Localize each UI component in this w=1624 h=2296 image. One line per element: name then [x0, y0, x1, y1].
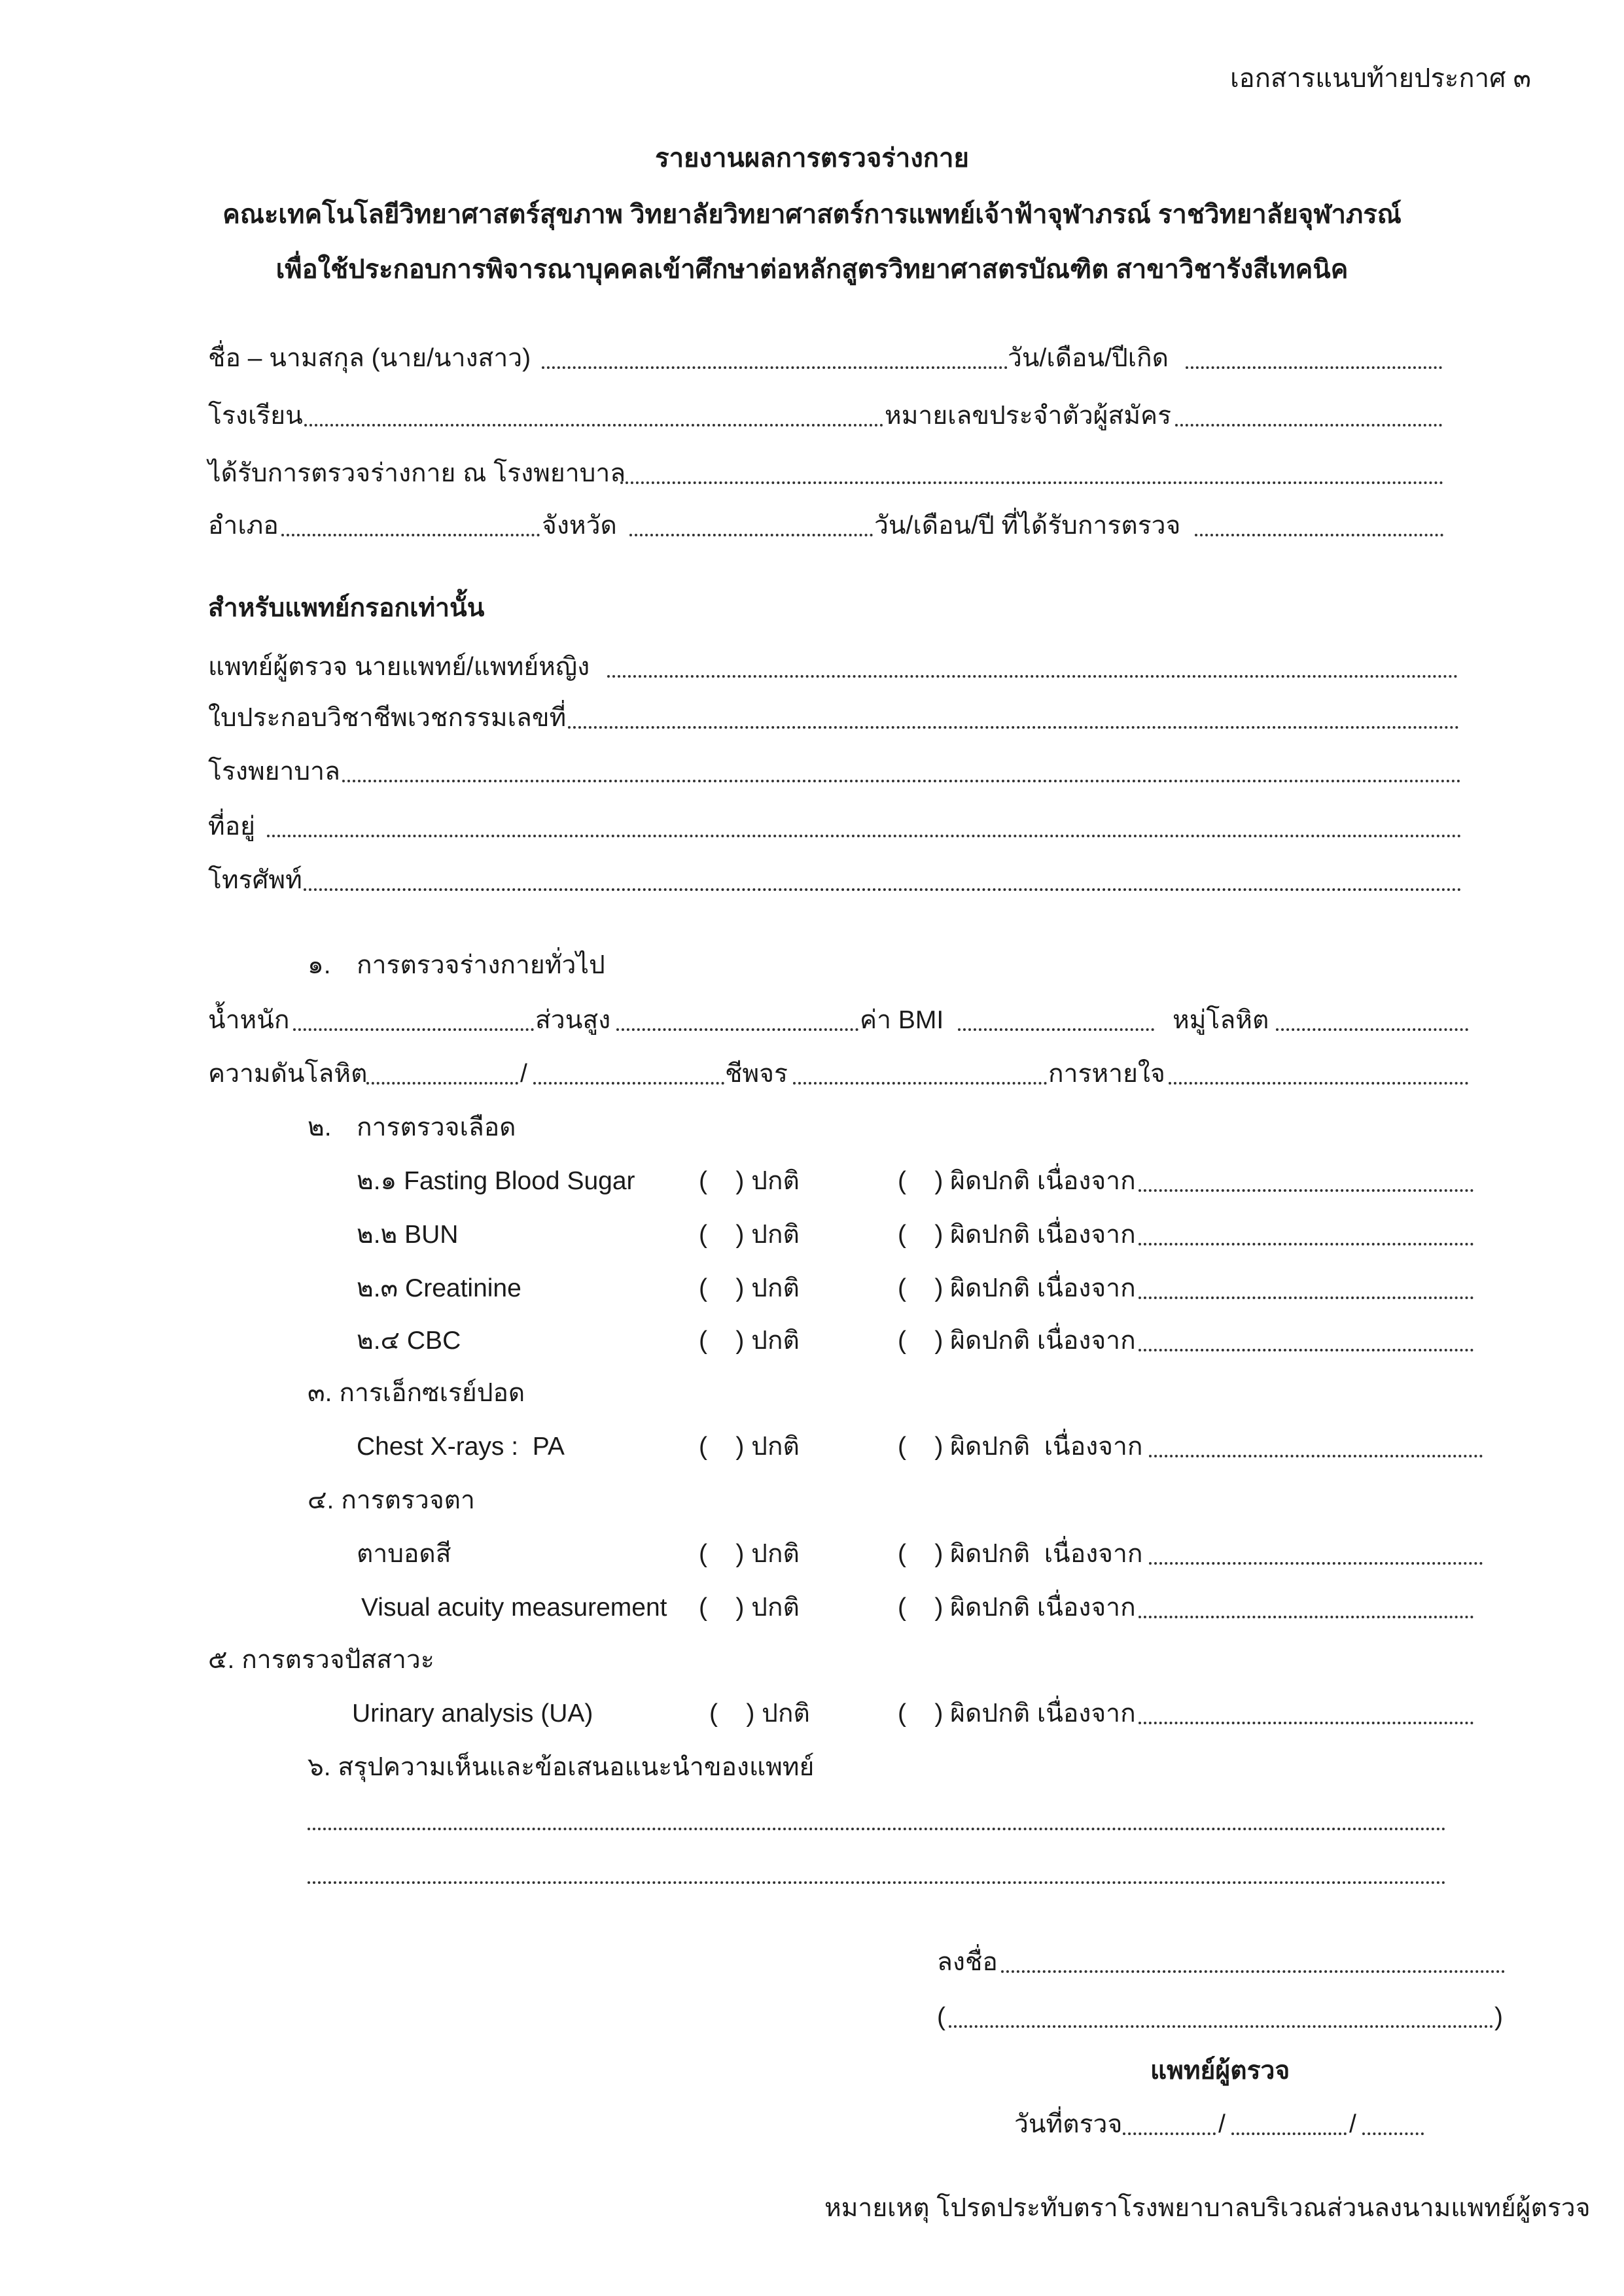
- report-title: รายงานผลการตรวจร่างกาย: [655, 144, 969, 173]
- province-label: จังหวัด: [542, 512, 617, 540]
- sign-date-month-field[interactable]: [1231, 2132, 1347, 2135]
- doctor-name-label: แพทย์ผู้ตรวจ นายแพทย์/แพทย์หญิง: [208, 653, 590, 681]
- district-field[interactable]: [281, 534, 540, 536]
- doctor-section-title: สำหรับแพทย์กรอกเท่านั้น: [208, 594, 485, 622]
- urinalysis-reason-field[interactable]: [1139, 1722, 1474, 1724]
- height-field[interactable]: [616, 1028, 858, 1031]
- blood-group-field[interactable]: [1276, 1028, 1468, 1031]
- bp-separator: /: [520, 1060, 527, 1088]
- phone-label: โทรศัพท์: [208, 866, 302, 894]
- colorblind-normal-option[interactable]: ( ) ปกติ: [699, 1540, 800, 1568]
- section-3-title: ๓. การเอ็กซเรย์ปอด: [308, 1379, 525, 1407]
- creatinine-normal-option[interactable]: ( ) ปกติ: [699, 1274, 800, 1302]
- colorblind-label: ตาบอดสี: [357, 1540, 451, 1568]
- exam-date-label: วัน/เดือน/ปี ที่ได้รับการตรวจ: [874, 512, 1181, 540]
- fbs-abnormal-option[interactable]: ( ) ผิดปกติ เนื่องจาก: [898, 1167, 1136, 1195]
- faculty-line: คณะเทคโนโลยีวิทยาศาสตร์สุขภาพ วิทยาลัยวิทยาศาสตร์การแพทย์เจ้าฟ้าจุฬาภรณ์ ราชวิทยาลัยจุฬาภรณ์: [222, 200, 1402, 229]
- fbs-label: ๒.๑ Fasting Blood Sugar: [357, 1167, 635, 1195]
- urinalysis-label: Urinary analysis (UA): [352, 1699, 593, 1728]
- chest-xray-abnormal-option[interactable]: ( ) ผิดปกติ เนื่องจาก: [898, 1433, 1143, 1461]
- height-label: ส่วนสูง: [535, 1006, 611, 1034]
- creatinine-reason-field[interactable]: [1139, 1296, 1474, 1299]
- cbc-abnormal-option[interactable]: ( ) ผิดปกติ เนื่องจาก: [898, 1327, 1136, 1355]
- doctor-hospital-field[interactable]: [342, 780, 1461, 782]
- doctor-hospital-label: โรงพยาบาล: [208, 757, 340, 786]
- address-label: ที่อยู่: [208, 812, 255, 841]
- bmi-label: ค่า BMI: [860, 1006, 944, 1034]
- bun-normal-option[interactable]: ( ) ปกติ: [699, 1221, 800, 1249]
- pulse-field[interactable]: [793, 1082, 1047, 1085]
- urinalysis-abnormal-option[interactable]: ( ) ผิดปกติ เนื่องจาก: [898, 1699, 1136, 1728]
- doctor-name-field[interactable]: [607, 675, 1458, 678]
- name-label: ชื่อ – นามสกุล (นาย/นางสาว): [208, 344, 531, 372]
- fbs-reason-field[interactable]: [1139, 1189, 1474, 1192]
- program-line: เพื่อใช้ประกอบการพิจารณาบุคคลเข้าศึกษาต่อหลักสูตรวิทยาศาสตรบัณฑิต สาขาวิชารังสีเทคนิค: [275, 255, 1349, 284]
- doctor-comment-line-2[interactable]: [308, 1881, 1446, 1884]
- sign-date-sep-1: /: [1218, 2110, 1226, 2138]
- signature-label: ลงชื่อ: [937, 1948, 998, 1976]
- bun-label: ๒.๒ BUN: [357, 1221, 459, 1249]
- chest-xray-normal-option[interactable]: ( ) ปกติ: [699, 1433, 800, 1461]
- license-label: ใบประกอบวิชาชีพเวชกรรมเลขที่: [208, 704, 567, 732]
- section-5-title: ๕. การตรวจปัสสาวะ: [208, 1646, 434, 1674]
- weight-label: น้ำหนัก: [208, 1006, 290, 1034]
- section-1-number: ๑.: [308, 951, 331, 979]
- name-field[interactable]: [542, 366, 1008, 369]
- license-field[interactable]: [568, 726, 1459, 729]
- chest-xray-reason-field[interactable]: [1149, 1455, 1483, 1457]
- section-6-title: ๖. สรุปความเห็นและข้อเสนอแนะนำของแพทย์: [308, 1753, 815, 1781]
- section-4-title: ๔. การตรวจตา: [308, 1486, 475, 1514]
- visual-acuity-normal-option[interactable]: ( ) ปกติ: [699, 1593, 800, 1622]
- bp-diastolic-field[interactable]: [533, 1082, 724, 1085]
- cbc-normal-option[interactable]: ( ) ปกติ: [699, 1327, 800, 1355]
- weight-field[interactable]: [293, 1028, 534, 1031]
- bun-reason-field[interactable]: [1139, 1243, 1474, 1245]
- province-field[interactable]: [629, 534, 873, 536]
- phone-field[interactable]: [304, 888, 1462, 891]
- bp-label: ความดันโลหิต: [208, 1060, 368, 1088]
- examiner-label: แพทย์ผู้ตรวจ: [1150, 2057, 1290, 2085]
- applicant-id-field[interactable]: [1175, 424, 1442, 426]
- signature-field[interactable]: [1001, 1970, 1505, 1973]
- cbc-label: ๒.๔ CBC: [357, 1327, 461, 1355]
- section-2-title: การตรวจเลือด: [357, 1113, 516, 1141]
- fbs-normal-option[interactable]: ( ) ปกติ: [699, 1167, 800, 1195]
- applicant-id-label: หมายเลขประจำตัวผู้สมัคร: [885, 402, 1172, 430]
- footer-note: หมายเหตุ โปรดประทับตราโรงพยาบาลบริเวณส่วนลงนามแพทย์ผู้ตรวจ: [824, 2194, 1591, 2222]
- bp-systolic-field[interactable]: [366, 1082, 518, 1085]
- creatinine-label: ๒.๓ Creatinine: [357, 1274, 521, 1302]
- cbc-reason-field[interactable]: [1139, 1349, 1474, 1351]
- bmi-field[interactable]: [958, 1028, 1154, 1031]
- creatinine-abnormal-option[interactable]: ( ) ผิดปกติ เนื่องจาก: [898, 1274, 1136, 1302]
- bun-abnormal-option[interactable]: ( ) ผิดปกติ เนื่องจาก: [898, 1221, 1136, 1249]
- respiration-field[interactable]: [1169, 1082, 1468, 1085]
- doctor-comment-line-1[interactable]: [308, 1828, 1446, 1830]
- urinalysis-normal-option[interactable]: ( ) ปกติ: [709, 1699, 810, 1728]
- school-label: โรงเรียน: [208, 402, 303, 430]
- pulse-label: ชีพจร: [725, 1060, 788, 1088]
- school-field[interactable]: [304, 424, 883, 426]
- sign-date-sep-2: /: [1349, 2110, 1356, 2138]
- signature-paren-open: (: [937, 2003, 945, 2031]
- sign-date-day-field[interactable]: [1123, 2132, 1216, 2135]
- attachment-label: เอกสารแนบท้ายประกาศ ๓: [1230, 64, 1531, 93]
- sign-date-year-field[interactable]: [1362, 2132, 1424, 2135]
- blood-group-label: หมู่โลหิต: [1173, 1006, 1269, 1034]
- section-1-title: การตรวจร่างกายทั่วไป: [357, 951, 605, 979]
- exam-hospital-field[interactable]: [620, 481, 1443, 484]
- visual-acuity-label: Visual acuity measurement: [361, 1593, 667, 1622]
- chest-xray-label: Chest X-rays : PA: [357, 1433, 565, 1461]
- district-label: อำเภอ: [208, 512, 279, 540]
- section-2-number: ๒.: [308, 1113, 332, 1141]
- colorblind-reason-field[interactable]: [1149, 1562, 1483, 1565]
- signer-name-field[interactable]: [949, 2025, 1493, 2028]
- address-field[interactable]: [267, 835, 1462, 837]
- exam-date-field[interactable]: [1195, 534, 1443, 536]
- visual-acuity-abnormal-option[interactable]: ( ) ผิดปกติ เนื่องจาก: [898, 1593, 1136, 1622]
- colorblind-abnormal-option[interactable]: ( ) ผิดปกติ เนื่องจาก: [898, 1540, 1143, 1568]
- dob-field[interactable]: [1186, 366, 1442, 369]
- respiration-label: การหายใจ: [1048, 1060, 1165, 1088]
- signature-paren-close: ): [1494, 2003, 1503, 2031]
- dob-label: วัน/เดือน/ปีเกิด: [1008, 344, 1169, 372]
- sign-date-label: วันที่ตรวจ: [1014, 2110, 1123, 2138]
- exam-hospital-label: ได้รับการตรวจร่างกาย ณ โรงพยาบาล: [208, 459, 626, 487]
- visual-acuity-reason-field[interactable]: [1139, 1616, 1474, 1618]
